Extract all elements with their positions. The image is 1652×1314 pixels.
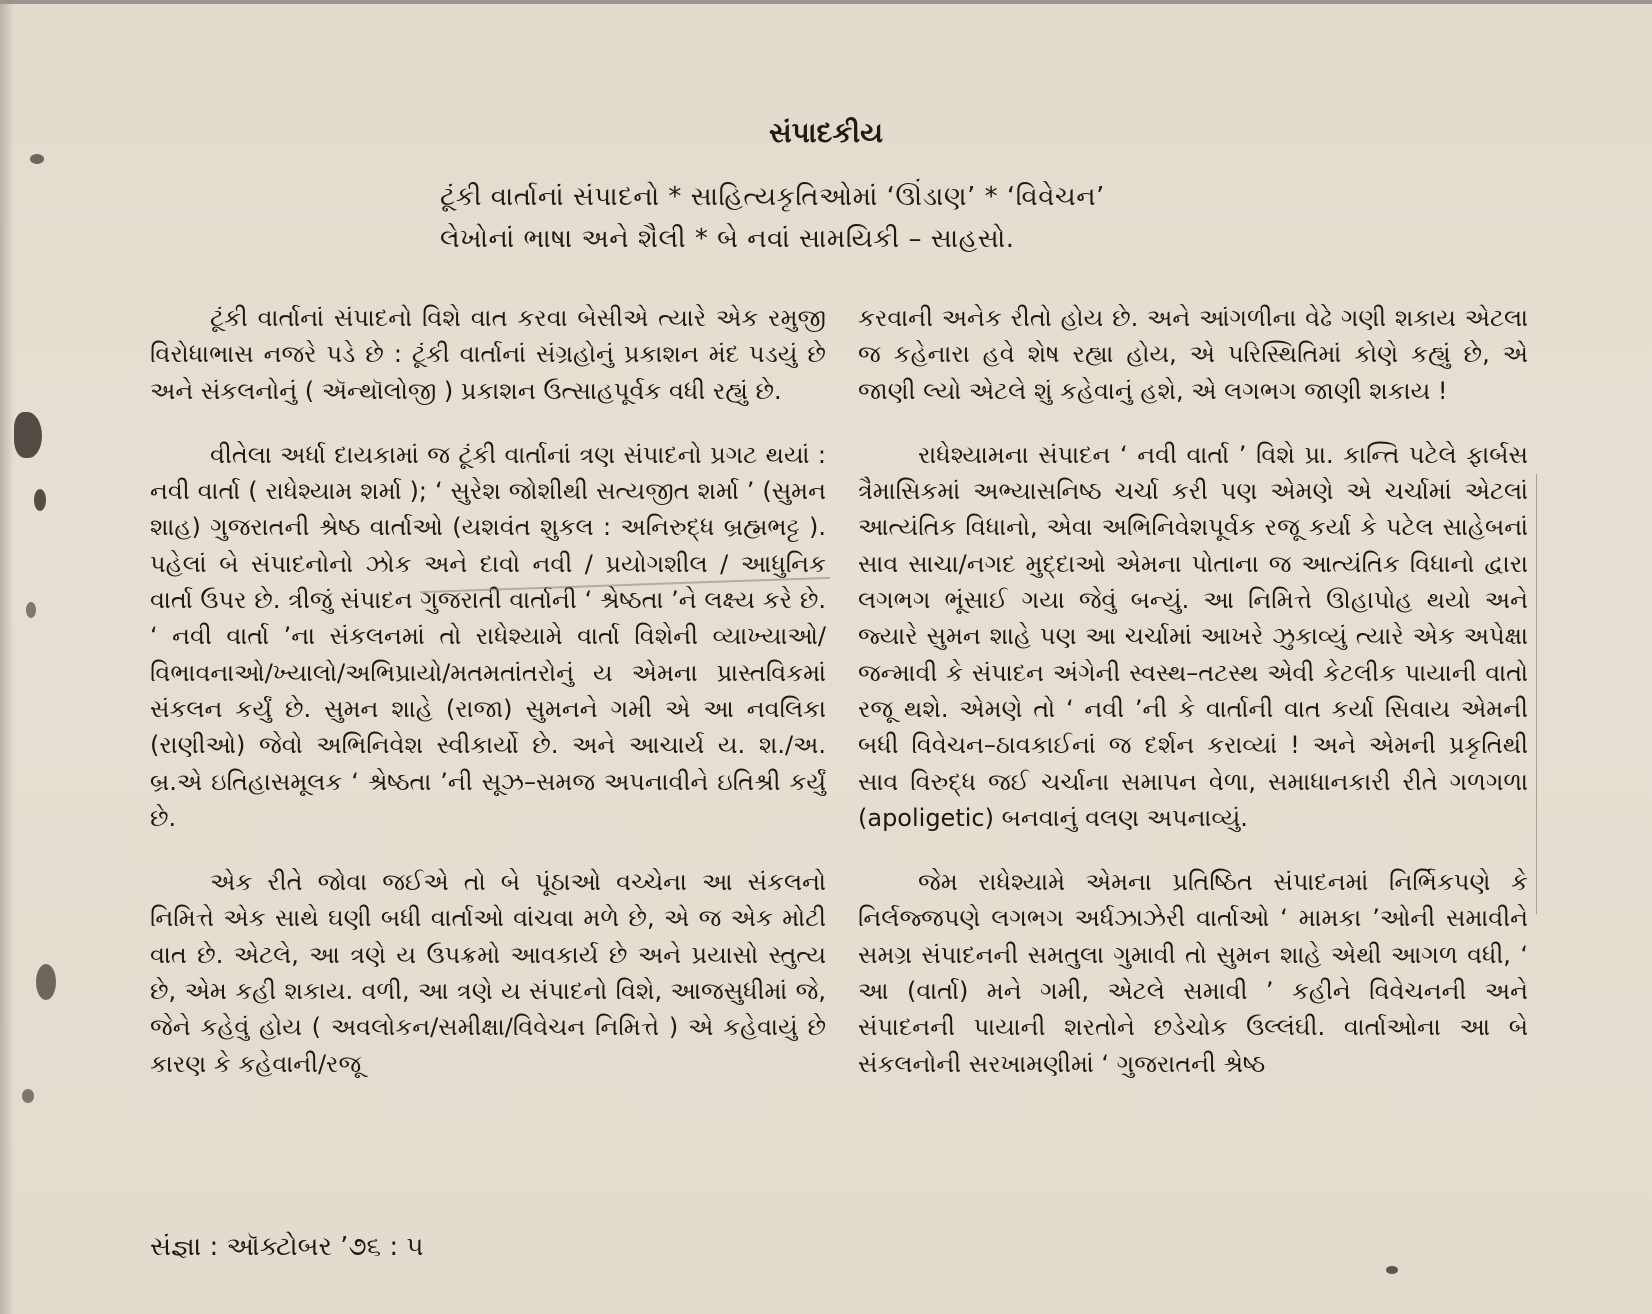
paragraph: વીતેલા અર્ધા દાયકામાં જ ટૂંકી વાર્તાનાં ત્રણ સંપાદનો પ્રગટ થયાં : નવી વાર્તા ( રાધેશ્યામ શર્મા ); ‘ સુરેશ જોશીથી સત્યજીત શર્મા ’ (સુમન શાહ) ગુજરાતની શ્રેષ્ઠ વાર્તાઓ (યશવંત શુકલ : અનિરુદ્ધ બ્રહ્મભટ્ટ ). પહેલાં બે સંપાદનોનો ઝોક અને દાવો નવી / પ્રયોગશીલ / આધુનિક વાર્તા ઉપર છે. ત્રીજું સંપાદન ગુજરાતી વાર્તાની ‘ શ્રેષ્ઠતા ’ને લક્ષ્ય કરે છે. ‘ નવી વાર્તા ’ના સંકલનમાં તો રાધેશ્યામે વાર્તા વિશેની વ્યાખ્યાઓ/વિભાવનાઓ/ખ્યાલો/અભિપ્રાયો/મતમતાંતરોનું ય એમના પ્રાસ્તવિકમાં સંકલન કર્યું છે. સુમન શાહે (રાજા) સુમનને ગમી એ આ નવલિકા (રાણીઓ) જેવો અભિનિવેશ સ્વીકાર્યો છે. અને આચાર્ય ય. શ./અ. બ્ર.એ ઇતિહાસમૂલક ‘ શ્રેષ્ઠતા ’ની સૂઝ–સમજ અપનાવીને ઇતિશ્રી કર્યું છે. (150, 440, 826, 832)
left-column (150, 300, 826, 1110)
right-column (858, 300, 1528, 1110)
ink-stain (22, 1089, 34, 1103)
subheading-line-1: ટૂંકી વાર્તાનાં સંપાદનો * સાહિત્યકૃતિઓમાં ‘ઊંડાણ’ * ‘વિવેચન’ (440, 182, 1105, 212)
ink-stain (1386, 1266, 1398, 1274)
paragraph: એક રીતે જોવા જઈએ તો બે પૂંઠાઓ વચ્ચેના આ સંકલનો નિમિત્તે એક સાથે ઘણી બધી વાર્તાઓ વાંચવા મળે છે, એ જ એક મોટી વાત છે. એટલે, આ ત્રણે ય ઉપક્રમો આવકાર્ય છે અને પ્રયાસો સ્તુત્ય છે, એમ કહી શકાય. વળી, આ ત્રણે ય સંપાદનો વિશે, આજસુધીમાં જે, જેને કહેવું હોય ( અવલોકન/સમીક્ષા/વિવેચન નિમિત્તે ) એ કહેવાયું છે કારણ કે કહેવાની/રજૂ (150, 868, 826, 1078)
page-title: સંપાદકીય (768, 116, 884, 149)
subheading-line-2: લેખોનાં ભાષા અને શૈલી * બે નવાં સામયિકી – સાહસો. (440, 224, 1015, 254)
paragraph: કરવાની અનેક રીતો હોય છે. અને આંગળીના વેઢે ગણી શકાય એટલા જ કહેનારા હવે શેષ રહ્યા હોય, એ પરિસ્થિતિમાં કોણે કહ્યું છે, એ જાણી લ્યો એટલે શું કહેવાનું હશે, એ લગભગ જાણી શકાય ! (858, 304, 1528, 405)
ink-stain (36, 964, 56, 1000)
paragraph: રાધેશ્યામના સંપાદન ‘ નવી વાર્તા ’ વિશે પ્રા. કાન્તિ પટેલે ફાર્બસ ત્રૈમાસિકમાં અભ્યાસનિષ્ઠ ચર્ચા કરી પણ એમણે એ ચર્ચામાં એટલાં આત્યંતિક વિધાનો, એવા અભિનિવેશપૂર્વક રજૂ કર્યા કે પટેલ સાહેબનાં સાવ સાચા/નગદ મુદ્દાઓ એમના પોતાના જ આત્યંતિક વિધાનો દ્વારા લગભગ ભૂંસાઈ ગયા જેવું બન્યું. આ નિમિત્તે ઊહાપોહ થયો અને જ્યારે સુમન શાહે પણ આ ચર્ચામાં આખરે ઝુકાવ્યું ત્યારે એક અપેક્ષા જન્માવી કે સંપાદન અંગેની સ્વસ્થ–તટસ્થ એવી કેટલીક પાયાની વાતો રજૂ થશે. એમણે તો ‘ નવી ’ની કે વાર્તાની વાત કર્યા સિવાય એમની બધી વિવેચન–ઠાવકાઈનાં જ દર્શન કરાવ્યાં ! અને એમની પ્રકૃતિથી સાવ વિરુદ્ધ જઈ ચર્ચાના સમાપન વેળા, સમાધાનકારી રીતે ગળગળા (apoligetic) બનવાનું વલણ અપનાવ્યું. (858, 440, 1528, 832)
ink-stain (26, 602, 36, 618)
margin-pencil-line (1536, 474, 1537, 914)
page-footer: સંજ્ઞા : ઑક્ટોબર ’૭૬ : ૫ (150, 1232, 424, 1262)
binding-edge (0, 4, 14, 1314)
ink-stain (30, 154, 44, 164)
ink-stain (14, 412, 42, 458)
paragraph: જેમ રાધેશ્યામે એમના પ્રતિષ્ઠિત સંપાદનમાં નિર્ભિકપણે કે નિર્લજ્જપણે લગભગ અર્ધઝાઝેરી વાર્તાઓ ‘ મામકા ’ઓની સમાવીને સમગ્ર સંપાદનની સમતુલા ગુમાવી તો સુમન શાહે એથી આગળ વધી, ‘ આ (વાર્તા) મને ગમી, એટલે સમાવી ’ કહીને વિવેચનની અને સંપાદનની પાયાની શરતોને છડેચોક ઉલ્લંઘી. વાર્તાઓના આ બે સંકલનોની સરખામણીમાં ‘ ગુજરાતની શ્રેષ્ઠ (858, 868, 1528, 1078)
paragraph: ટૂંકી વાર્તાનાં સંપાદનો વિશે વાત કરવા બેસીએ ત્યારે એક રમુજી વિરોધાભાસ નજરે પડે છે : ટૂંકી વાર્તાનાં સંગ્રહોનું પ્રકાશન મંદ પડયું છે અને સંકલનોનું ( ઍન્થૉલોજી ) પ્રકાશન ઉત્સાહપૂર્વક વધી રહ્યું છે. (150, 304, 826, 405)
ink-stain (34, 489, 46, 511)
